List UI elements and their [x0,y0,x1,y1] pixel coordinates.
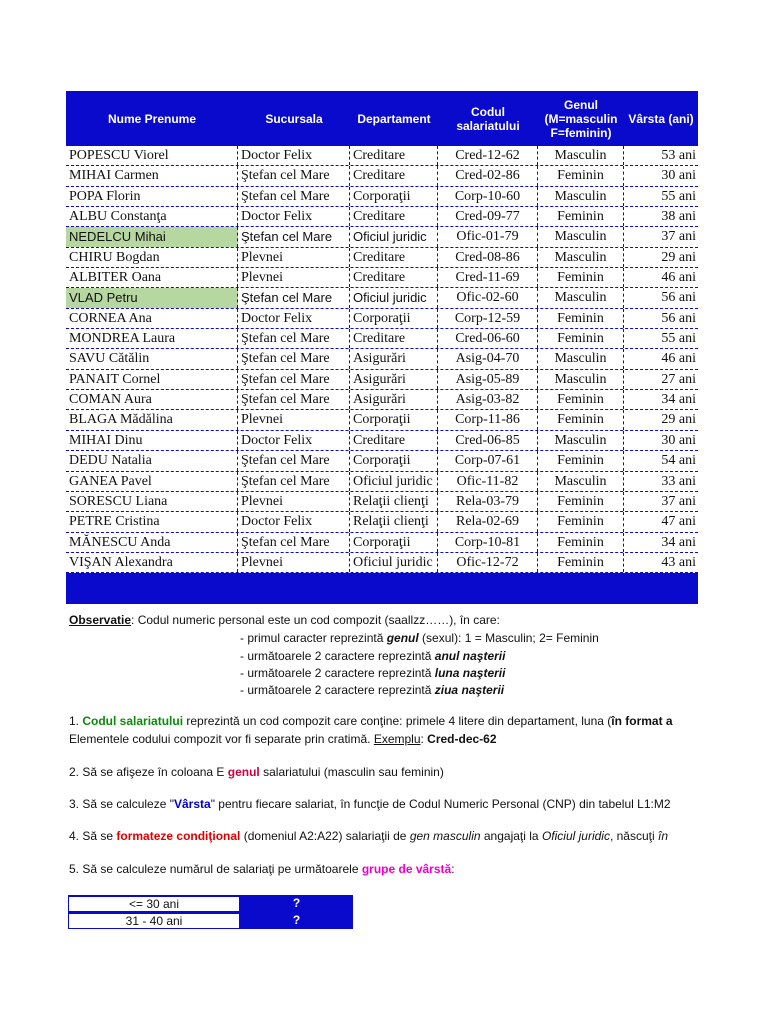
branch-cell[interactable]: Plevnei [238,410,350,429]
employee-name-cell[interactable]: ALBU Constanţa [66,207,238,226]
employee-name-cell[interactable]: VLAD Petru [66,288,238,307]
employee-code-cell[interactable]: Cred-11-69 [438,268,538,287]
age-group-row [68,896,353,912]
bullet-emphasis: ziua naşterii [434,683,505,697]
bullet-emphasis: anul naşterii [434,649,506,663]
task-italic: în [657,829,668,843]
employee-code-cell[interactable]: Corp-10-60 [438,187,538,206]
employee-code-cell[interactable]: Asig-05-89 [438,370,538,389]
table-row [66,146,698,166]
employee-name-cell[interactable]: POPESCU Viorel [66,146,238,165]
gender-cell[interactable]: Feminin [538,309,624,328]
task-1 [69,714,673,728]
task-keyword: grupe de vârstă [361,862,452,876]
bullet-text: - următoarele 2 caractere reprezintă [240,666,435,680]
bullet-text: - următoarele 2 caractere reprezintă [240,683,435,697]
table-row [66,512,698,532]
age-cell[interactable]: 37 ani [661,493,696,509]
age-cell[interactable]: 29 ani [661,412,696,428]
age-group-table [68,895,353,929]
employee-name-cell[interactable]: CORNEA Ana [66,309,238,328]
employee-code-cell[interactable]: Ofic-11-82 [438,472,538,491]
table-row [66,207,698,227]
department-cell[interactable]: Creditare [350,268,438,287]
gender-cell[interactable]: Masculin [538,472,624,491]
observation-line [69,613,500,627]
employee-code-cell[interactable]: Rela-02-69 [438,512,538,531]
task-4 [69,829,668,843]
department-cell[interactable]: Relaţii clienţi [350,492,438,511]
department-cell[interactable]: Creditare [350,248,438,267]
table-row [66,431,698,451]
employee-code-cell[interactable]: Cred-06-85 [438,431,538,450]
employee-table [66,91,698,604]
age-cell[interactable]: 55 ani [661,331,696,347]
table-row [66,451,698,471]
task-keyword: formateze condiţional [116,829,241,843]
branch-cell[interactable]: Ştefan cel Mare [238,390,350,409]
department-cell[interactable]: Creditare [350,329,438,348]
example-sep: : [420,732,428,746]
gender-cell[interactable]: Masculin [538,431,624,450]
department-cell[interactable]: Creditare [350,166,438,185]
example-value: Cred-dec-62 [427,732,497,746]
employee-name-cell[interactable]: COMAN Aura [66,390,238,409]
table-row [66,288,698,308]
employee-name-cell[interactable]: NEDELCU Mihai [66,227,238,246]
table-row [66,187,698,207]
task-text: : [451,862,455,876]
bullet-text: - primul caracter reprezintă [240,631,387,645]
employee-name-cell[interactable]: GANEA Pavel [66,472,238,491]
employee-code-cell[interactable]: Asig-04-70 [438,349,538,368]
task-italic: Oficiul juridic [541,829,610,843]
task-text: , născuţi [609,829,658,843]
bullet-text: (sexul): 1 = Masculin; 2= Feminin [418,631,599,645]
table-row [66,349,698,369]
gender-cell[interactable]: Feminin [538,410,624,429]
branch-cell[interactable]: Plevnei [238,268,350,287]
age-cell[interactable]: 27 ani [661,371,696,387]
employee-name-cell[interactable]: POPA Florin [66,187,238,206]
department-cell[interactable]: Creditare [350,146,438,165]
gender-cell[interactable]: Feminin [538,329,624,348]
department-cell[interactable]: Corporaţii [350,187,438,206]
branch-cell[interactable]: Ştefan cel Mare [238,329,350,348]
employee-code-cell[interactable]: Ofic-12-72 [438,553,538,572]
age-group-label[interactable]: <= 30 ani [68,896,240,912]
employee-code-cell[interactable]: Corp-07-61 [438,451,538,470]
header-branch[interactable]: Sucursala [265,111,323,126]
task-5 [69,862,455,876]
age-cell[interactable]: 56 ani [661,310,696,326]
department-cell[interactable]: Creditare [350,207,438,226]
gender-cell[interactable]: Masculin [538,370,624,389]
gender-cell[interactable]: Feminin [538,451,624,470]
example-label: Exemplu [373,732,421,746]
age-cell[interactable]: 34 ani [661,534,696,550]
gender-cell[interactable]: Masculin [538,187,624,206]
department-cell[interactable]: Oficiul juridic [350,553,438,572]
table-header [66,91,698,146]
table-row [66,390,698,410]
age-cell[interactable]: 43 ani [661,554,696,570]
age-cell[interactable]: 53 ani [661,148,696,163]
gender-cell[interactable]: Feminin [538,492,624,511]
gender-cell[interactable]: Feminin [538,166,624,185]
employee-name-cell[interactable]: SAVU Cătălin [66,349,238,368]
age-cell[interactable]: 56 ani [661,290,696,306]
table-row [66,410,698,430]
table-body [66,146,698,573]
branch-cell[interactable]: Ştefan cel Mare [238,166,350,185]
department-cell[interactable]: Corporaţii [350,451,438,470]
gender-cell[interactable]: Feminin [538,207,624,226]
task-keyword: Vârsta [173,797,211,811]
employee-name-cell[interactable]: PETRE Cristina [66,512,238,531]
department-cell[interactable]: Asigurări [350,370,438,389]
employee-code-cell[interactable]: Ofic-01-79 [438,227,538,246]
employee-name-cell[interactable]: VIŞAN Alexandra [66,553,238,572]
gender-cell[interactable]: Feminin [538,512,624,531]
header-department[interactable]: Departament [357,111,431,126]
gender-cell[interactable]: Masculin [538,288,624,307]
gender-cell[interactable]: Feminin [538,268,624,287]
branch-cell[interactable]: Ştefan cel Mare [238,187,350,206]
department-cell[interactable]: Corporaţii [350,533,438,552]
age-group-value[interactable]: ? [292,896,301,910]
bullet-line [240,631,599,645]
bullet-emphasis: genul [386,631,419,645]
employee-code-cell[interactable]: Cred-02-86 [438,166,538,185]
branch-cell[interactable]: Ştefan cel Mare [238,349,350,368]
task-text: 5. Să se calculeze numărul de salariaţi pe următoarele [69,862,362,876]
task-text: 3. Să se calculeze " [69,797,174,811]
header-age[interactable]: Vârsta (ani) [628,111,694,126]
branch-cell[interactable]: Ştefan cel Mare [238,472,350,491]
department-cell[interactable]: Oficiul juridic [350,472,438,491]
task-text: Elementele codului compozit vor fi separate prin cratimă. [69,732,374,746]
branch-cell[interactable]: Doctor Felix [238,146,350,165]
gender-cell[interactable]: Masculin [538,349,624,368]
employee-code-cell[interactable]: Cred-08-86 [438,248,538,267]
age-cell[interactable]: 55 ani [661,188,696,204]
task-text: 2. Să se afişeze în coloana E [69,765,228,779]
task-keyword: genul [227,765,260,779]
table-row [66,329,698,349]
task-3 [69,797,671,811]
task-text: reprezintă un cod compozit care conţine: primele 4 litere din departament, luna ( [183,714,612,728]
branch-cell[interactable]: Plevnei [238,248,350,267]
age-cell[interactable]: 33 ani [661,473,696,489]
table-row [66,268,698,288]
age-cell[interactable]: 47 ani [661,514,696,530]
employee-name-cell[interactable]: SORESCU Liana [66,492,238,511]
gender-cell[interactable]: Masculin [538,146,624,165]
header-gender[interactable]: Genul (M=masculin F=feminin) [544,97,618,140]
age-cell[interactable]: 30 ani [661,432,696,448]
bullet-text: - următoarele 2 caractere reprezintă [240,649,435,663]
branch-cell[interactable]: Doctor Felix [238,512,350,531]
age-cell[interactable]: 46 ani [661,351,696,367]
department-cell[interactable]: Corporaţii [350,309,438,328]
task-text: salariatului (masculin sau feminin) [259,765,444,779]
age-cell[interactable]: 30 ani [661,168,696,184]
gender-cell[interactable]: Masculin [538,227,624,246]
branch-cell[interactable]: Ştefan cel Mare [238,370,350,389]
branch-cell[interactable]: Ştefan cel Mare [238,451,350,470]
age-group-row [68,913,353,929]
table-row [66,492,698,512]
gender-cell[interactable]: Masculin [538,248,624,267]
age-cell[interactable]: 54 ani [661,453,696,469]
table-row [66,533,698,553]
table-row [66,227,698,247]
gender-cell[interactable]: Feminin [538,533,624,552]
table-row [66,248,698,268]
department-cell[interactable]: Oficiul juridic [350,227,438,246]
employee-name-cell[interactable]: MIHAI Dinu [66,431,238,450]
branch-cell[interactable]: Plevnei [238,553,350,572]
employee-name-cell[interactable]: DEDU Natalia [66,451,238,470]
task-bold: în format a [611,714,673,728]
department-cell[interactable]: Oficiul juridic [350,288,438,307]
employee-name-cell[interactable]: MONDREA Laura [66,329,238,348]
employee-name-cell[interactable]: BLAGA Mădălina [66,410,238,429]
branch-cell[interactable]: Ştefan cel Mare [238,288,350,307]
employee-code-cell[interactable]: Corp-11-86 [438,410,538,429]
employee-code-cell[interactable]: Corp-10-81 [438,533,538,552]
department-cell[interactable]: Asigurări [350,390,438,409]
task-text: " pentru fiecare salariat, în funcţie de Codul Numeric Personal (CNP) din tabelul L1:M2 [210,797,671,811]
employee-name-cell[interactable]: PANAIT Cornel [66,370,238,389]
employee-code-cell[interactable]: Cred-09-77 [438,207,538,226]
employee-code-cell[interactable]: Corp-12-59 [438,309,538,328]
employee-code-cell[interactable]: Ofic-02-60 [438,288,538,307]
age-cell[interactable]: 37 ani [661,229,696,245]
task-text: (domeniul A2:A22) salariaţii de [240,829,410,843]
table-row [66,309,698,329]
bullet-emphasis: luna naşterii [434,666,506,680]
task-italic: gen masculin [409,829,481,843]
department-cell[interactable]: Creditare [350,431,438,450]
age-cell[interactable]: 29 ani [661,249,696,265]
bullet-line [240,649,505,663]
task-text: angajaţi la [480,829,542,843]
header-employee-code[interactable]: Codul salariatului [456,104,520,133]
branch-cell[interactable]: Doctor Felix [238,207,350,226]
employee-name-cell[interactable]: CHIRU Bogdan [66,248,238,267]
header-name[interactable]: Nume Prenume [107,111,197,126]
table-row [66,166,698,186]
employee-name-cell[interactable]: MĂNESCU Anda [66,533,238,552]
gender-cell[interactable]: Feminin [538,390,624,409]
task-number: 1. [69,714,83,728]
employee-name-cell[interactable]: MIHAI Carmen [66,166,238,185]
branch-cell[interactable]: Ştefan cel Mare [238,227,350,246]
department-cell[interactable]: Asigurări [350,349,438,368]
department-cell[interactable]: Corporaţii [350,410,438,429]
employee-code-cell[interactable]: Asig-03-82 [438,390,538,409]
table-row [66,553,698,573]
age-cell[interactable]: 34 ani [661,392,696,408]
employee-code-cell[interactable]: Cred-06-60 [438,329,538,348]
gender-cell[interactable]: Feminin [538,553,624,572]
table-row [66,370,698,390]
task-keyword: Codul salariatului [82,714,184,728]
department-cell[interactable]: Relaţii clienţi [350,512,438,531]
branch-cell[interactable]: Ştefan cel Mare [238,533,350,552]
employee-name-cell[interactable]: ALBITER Oana [66,268,238,287]
task-1-line-2 [69,732,497,746]
task-2 [69,765,444,779]
observation-text: : Codul numeric personal este un cod compozit (saallzz……), în care: [131,613,500,627]
task-text: 4. Să se [69,829,117,843]
employee-code-cell[interactable]: Rela-03-79 [438,492,538,511]
branch-cell[interactable]: Doctor Felix [238,309,350,328]
table-row [66,472,698,492]
employee-code-cell[interactable]: Cred-12-62 [438,146,538,165]
age-cell[interactable]: 46 ani [661,270,696,286]
bullet-line [240,666,505,680]
branch-cell[interactable]: Plevnei [238,492,350,511]
bullet-line [240,683,504,697]
age-group-label[interactable]: 31 - 40 ani [68,913,240,929]
age-cell[interactable]: 38 ani [661,209,696,225]
observation-label: Observatie [69,613,132,627]
branch-cell[interactable]: Doctor Felix [238,431,350,450]
age-group-value[interactable]: ? [292,913,301,927]
